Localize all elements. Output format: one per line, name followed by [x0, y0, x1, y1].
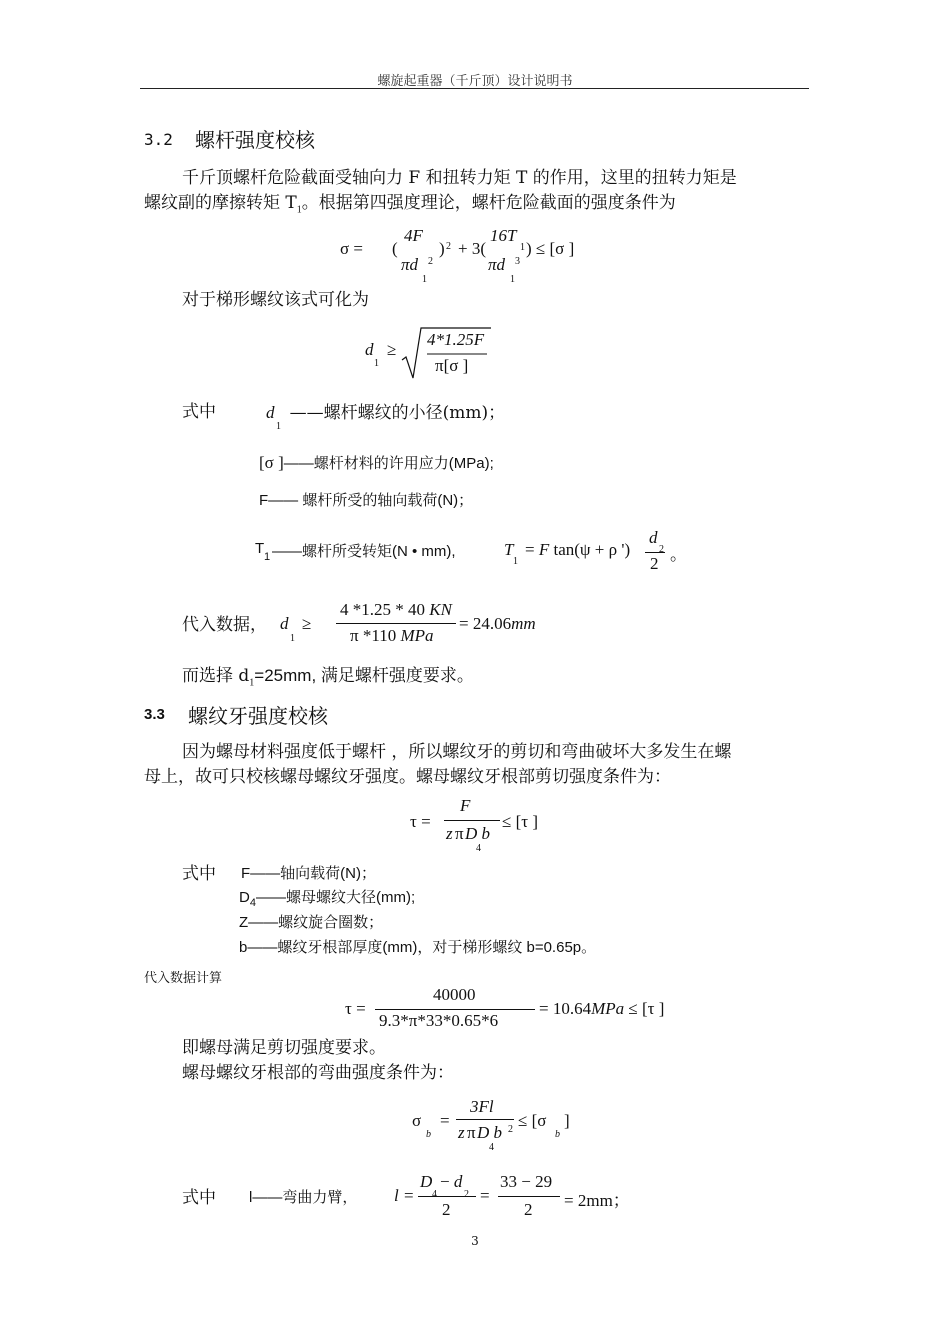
paragraph-line: 螺母螺纹牙根部的弯曲强度条件为： — [182, 1063, 454, 1083]
page-number: 3 — [471, 1234, 479, 1248]
section-number: 3.3 — [144, 706, 165, 723]
def-T1: T 1 ——螺杆所受转矩(N • mm), T 1 = F tan(ψ + ρ ') d 2 2 。 — [255, 528, 687, 573]
formula-d1-calc: d 1 ≥ 4 *1.25 * 40 KN π *110 MPa = 24.06mm — [280, 600, 536, 645]
paragraph-line: 对于梯形螺纹该式可化为 — [182, 290, 369, 310]
formula-tau: τ = F z π D b 4 ≤ [τ ] — [410, 796, 538, 854]
formula-l: l = D 4 − d 2 2 = 33 − 29 2 = 2mm； — [394, 1172, 630, 1219]
def-Z: Z——螺纹旋合圈数； — [239, 914, 384, 931]
paragraph-line: 千斤顶螺杆危险截面受轴向力 F 和扭转力矩 T 的作用，这里的扭转力矩是 — [182, 168, 737, 188]
paragraph-line: 母上，故可只校核螺母螺纹牙强度。螺母螺纹牙根部剪切强度条件为： — [144, 767, 671, 787]
def-F: F—— 螺杆所受的轴向载荷(N)； — [259, 492, 474, 509]
page-header: 螺旋起重器（千斤顶）设计说明书 — [377, 74, 573, 89]
subst-label: 代入数据， — [182, 615, 267, 635]
where-label: 式中 — [182, 864, 216, 884]
paragraph-line: 即螺母满足剪切强度要求。 — [182, 1038, 386, 1058]
formula-tau-calc: τ = 40000 9.3*π*33*0.65*6 = 10.64MPa ≤ [τ ] — [345, 985, 665, 1030]
choose-line: 而选择 $d_1=25mm$, 满足螺杆强度要求。 — [182, 666, 474, 689]
def-b: b——螺纹牙根部厚度(mm)，对于梯形螺纹 b=0.65p。 — [239, 939, 597, 956]
def-F: F——轴向载荷(N)； — [241, 865, 376, 882]
header-rule — [140, 88, 809, 89]
formula-sigma: σ = ( 4F πd 2 1 ) 2 + 3( 16T 1 πd 3 1 ) ≤ [σ ] — [340, 226, 575, 285]
def-d1: d 1 ——螺杆螺纹的小径(mm)； — [266, 403, 506, 432]
paragraph-line: 螺纹副的摩擦转矩 $T_1$。根据第四强度理论，螺杆危险截面的强度条件为 — [144, 193, 676, 216]
def-l: l——弯曲力臂， — [249, 1189, 358, 1206]
calc-label: 代入数据计算 — [144, 971, 223, 986]
section-number: 3.2 — [144, 130, 173, 149]
def-sigma: [σ ]——螺杆材料的许用应力(MPa); — [259, 453, 494, 472]
section-title: 螺纹牙强度校核 — [188, 704, 328, 728]
paragraph-line: 因为螺母材料强度低于螺杆 ，所以螺纹牙的剪切和弯曲破坏大多发生在螺 — [182, 742, 732, 762]
where-label: 式中 — [182, 1188, 216, 1208]
def-D4: $D_4——$螺母螺纹大径(mm); — [239, 889, 416, 909]
formula-d1: d 1 ≥ 4*1.25F π[σ ] — [365, 322, 495, 382]
formula-sigma-b: σ b = 3Fl z π D b 2 4 ≤ [σ b ] — [412, 1097, 570, 1153]
where-label: 式中 — [182, 402, 216, 422]
section-title: 螺杆强度校核 — [195, 128, 315, 152]
